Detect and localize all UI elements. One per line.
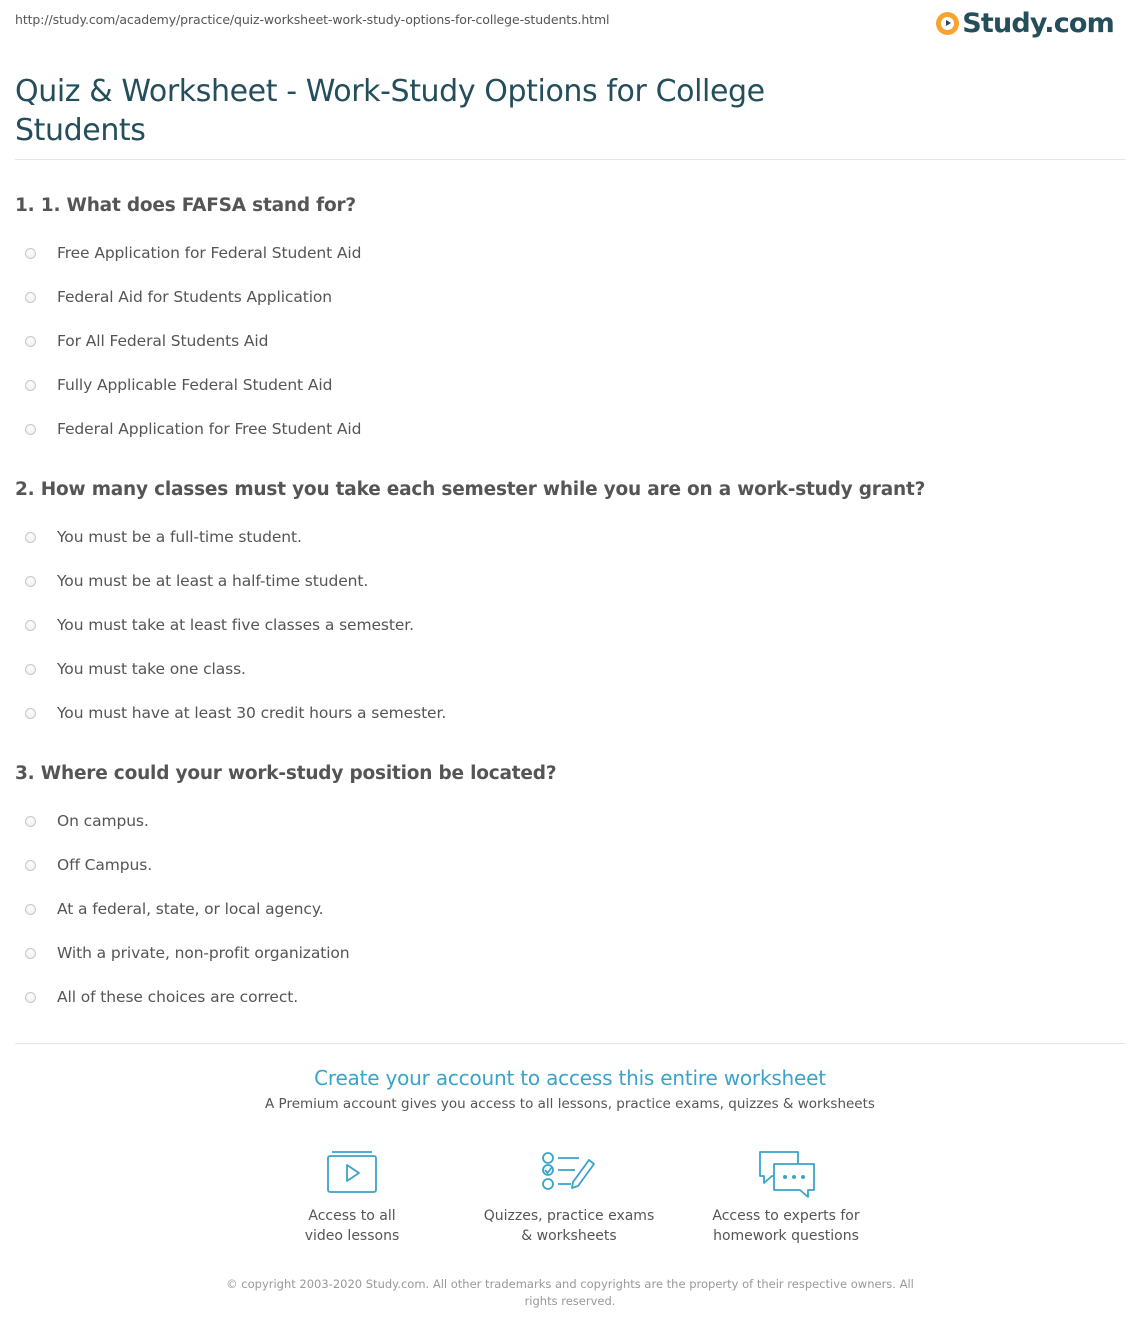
question-3: [15, 762, 1125, 1025]
answer-option[interactable]: [15, 805, 1125, 849]
answer-option[interactable]: [15, 937, 1125, 981]
question-title: [15, 762, 1125, 786]
feature-quizzes: [469, 1148, 669, 1246]
cta-title-link[interactable]: Create your account to access this entire worksheet: [314, 1066, 826, 1090]
answer-label: With a private, non-profit organization: [57, 944, 350, 962]
radio-button[interactable]: [25, 708, 36, 719]
divider: [15, 1043, 1125, 1044]
answer-label: Federal Application for Free Student Aid: [57, 420, 362, 438]
answer-label: On campus.: [57, 812, 149, 830]
answer-option[interactable]: [15, 893, 1125, 937]
feature-line-1: Access to experts for: [712, 1208, 860, 1224]
radio-button[interactable]: [25, 532, 36, 543]
feature-line-2: homework questions: [713, 1228, 859, 1244]
signup-cta: [0, 1066, 1140, 1112]
radio-button[interactable]: [25, 816, 36, 827]
answer-label: You must be a full-time student.: [57, 528, 302, 546]
page-url: http://study.com/academy/practice/quiz-worksheet-work-study-options-for-college-students.html: [15, 12, 610, 27]
radio-button[interactable]: [25, 992, 36, 1003]
feature-line-1: Quizzes, practice exams: [483, 1208, 655, 1224]
question-text: Where could your work-study position be located?: [40, 763, 557, 784]
answer-option[interactable]: [15, 369, 1125, 413]
answer-label: At a federal, state, or local agency.: [57, 900, 324, 918]
question-number: 2.: [15, 479, 35, 500]
question-title: [15, 194, 1125, 218]
cta-subtitle: A Premium account gives you access to all lessons, practice exams, quizzes & worksheets: [265, 1096, 875, 1112]
radio-button[interactable]: [25, 948, 36, 959]
radio-button[interactable]: [25, 860, 36, 871]
answer-option[interactable]: [15, 237, 1125, 281]
radio-button[interactable]: [25, 292, 36, 303]
logo-text: Study.com: [962, 8, 1114, 39]
answer-option[interactable]: [15, 609, 1125, 653]
answer-label: Free Application for Federal Student Aid: [57, 244, 362, 262]
play-circle-icon: [936, 12, 959, 35]
feature-line-1: Access to all: [308, 1208, 396, 1224]
answer-label: You must be at least a half-time student.: [57, 572, 369, 590]
answer-option[interactable]: [15, 413, 1125, 457]
radio-button[interactable]: [25, 620, 36, 631]
quiz-checklist-icon: [537, 1148, 601, 1202]
radio-button[interactable]: [25, 664, 36, 675]
answer-label: Federal Aid for Students Application: [57, 288, 333, 306]
question-title: [15, 478, 1125, 502]
question-number: 1.: [15, 195, 35, 216]
answer-label: Fully Applicable Federal Student Aid: [57, 376, 333, 394]
question-1: [15, 194, 1125, 457]
copyright: © copyright 2003-2020 Study.com. All other trademarks and copyrights are the property of their respective owners. All rights reserved.: [226, 1277, 914, 1308]
radio-button[interactable]: [25, 380, 36, 391]
feature-line-2: & worksheets: [521, 1228, 617, 1244]
answer-option[interactable]: [15, 849, 1125, 893]
radio-button[interactable]: [25, 248, 36, 259]
answer-option[interactable]: [15, 697, 1125, 741]
answer-options: [15, 521, 1125, 741]
divider: [15, 159, 1125, 160]
answer-label: You must take one class.: [57, 660, 246, 678]
radio-button[interactable]: [25, 904, 36, 915]
answer-option[interactable]: [15, 653, 1125, 697]
radio-button[interactable]: [25, 424, 36, 435]
radio-button[interactable]: [25, 336, 36, 347]
video-lesson-icon: [320, 1148, 384, 1202]
question-number: 3.: [15, 763, 35, 784]
answer-label: All of these choices are correct.: [57, 988, 299, 1006]
answer-option[interactable]: [15, 281, 1125, 325]
page-title: Quiz & Worksheet - Work-Study Options for College Students: [15, 74, 765, 148]
answer-options: [15, 237, 1125, 457]
feature-experts: [686, 1148, 886, 1246]
answer-option[interactable]: [15, 521, 1125, 565]
answer-option[interactable]: [15, 981, 1125, 1025]
answer-label: For All Federal Students Aid: [57, 332, 269, 350]
radio-button[interactable]: [25, 576, 36, 587]
answer-option[interactable]: [15, 565, 1125, 609]
answer-label: You must take at least five classes a semester.: [57, 616, 414, 634]
feature-video-lessons: [252, 1148, 452, 1246]
question-2: [15, 478, 1125, 741]
chat-experts-icon: [754, 1148, 818, 1202]
feature-line-2: video lessons: [304, 1228, 400, 1244]
study-logo[interactable]: [936, 8, 1114, 39]
question-text: How many classes must you take each semester while you are on a work-study grant?: [40, 479, 926, 500]
answer-options: [15, 805, 1125, 1025]
answer-option[interactable]: [15, 325, 1125, 369]
answer-label: You must have at least 30 credit hours a semester.: [57, 704, 447, 722]
question-text: 1. What does FAFSA stand for?: [40, 195, 356, 216]
answer-label: Off Campus.: [57, 856, 153, 874]
